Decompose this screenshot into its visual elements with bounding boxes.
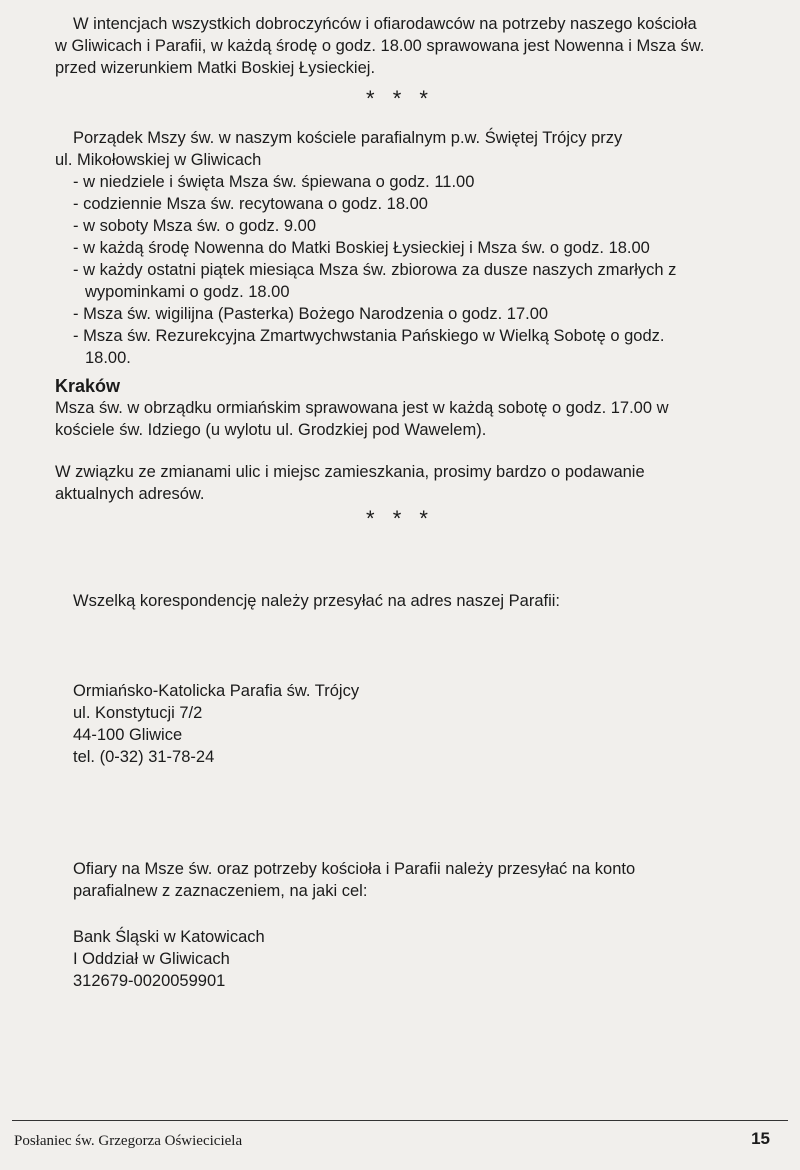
krakow-section xyxy=(0,375,800,441)
list-item: - w każdy ostatni piątek miesiąca Msza św. zbiorowa za dusze naszych zmarłych z xyxy=(73,261,677,279)
intro-line-3: przed wizerunkiem Matki Boskiej Łysieckiej. xyxy=(55,59,376,77)
list-item: - w każdą środę Nowenna do Matki Boskiej Łysieckiej i Msza św. o godz. 18.00 xyxy=(73,239,650,257)
offerings-note xyxy=(0,858,800,902)
list-item: wypominkami o godz. 18.00 xyxy=(85,283,290,301)
list-item: - Msza św. Rezurekcyjna Zmartwychwstania Pańskiego w Wielką Sobotę o godz. xyxy=(73,327,665,345)
correspondence-text: Wszelką korespondencję należy przesyłać na adres naszej Parafii: xyxy=(73,592,560,610)
intro-line-2: w Gliwicach i Parafii, w każdą środę o godz. 18.00 sprawowana jest Nowenna i Msza św. xyxy=(55,37,705,55)
bank-account: 312679-0020059901 xyxy=(73,972,226,990)
parish-address xyxy=(0,680,800,768)
intro-line-1: W intencjach wszystkich dobroczyńców i ofiarodawców na potrzeby naszego kościoła xyxy=(73,15,697,33)
address-note-line-2: aktualnych adresów. xyxy=(55,485,205,503)
page-number: 15 xyxy=(751,1129,770,1148)
offerings-line-2: parafialnew z zaznaczeniem, na jaki cel: xyxy=(73,882,368,900)
address-phone: tel. (0-32) 31-78-24 xyxy=(73,748,215,766)
bank-branch: I Oddział w Gliwicach xyxy=(73,950,230,968)
schedule-intro-line-1: Porządek Mszy św. w naszym kościele parafialnym p.w. Świętej Trójcy przy xyxy=(73,129,623,147)
schedule-intro-line-2: ul. Mikołowskiej w Gliwicach xyxy=(55,151,262,169)
list-item: - w niedziele i święta Msza św. śpiewana o godz. 11.00 xyxy=(73,173,475,191)
krakow-heading: Kraków xyxy=(55,376,121,396)
publication-title: Posłaniec św. Grzegorza Oświeciciela xyxy=(14,1133,243,1149)
schedule-list xyxy=(0,171,800,369)
list-item: 18.00. xyxy=(85,349,131,367)
mass-schedule xyxy=(0,127,800,369)
separator-stars: * * * xyxy=(366,506,434,531)
list-item: - codziennie Msza św. recytowana o godz. 18.00 xyxy=(73,195,428,213)
bank-name: Bank Śląski w Katowicach xyxy=(73,928,265,946)
separator-1 xyxy=(0,86,800,110)
intro-paragraph xyxy=(0,13,800,79)
list-item: - w soboty Msza św. o godz. 9.00 xyxy=(73,217,317,235)
footer-divider xyxy=(12,1120,788,1121)
address-name: Ormiańsko-Katolicka Parafia św. Trójcy xyxy=(73,682,360,700)
address-street: ul. Konstytucji 7/2 xyxy=(73,704,203,722)
address-city: 44-100 Gliwice xyxy=(73,726,183,744)
address-note xyxy=(0,461,800,505)
separator-2 xyxy=(0,506,800,530)
offerings-line-1: Ofiary na Msze św. oraz potrzeby kościoła i Parafii należy przesyłać na konto xyxy=(73,860,636,878)
separator-stars: * * * xyxy=(366,86,434,111)
list-item: - Msza św. wigilijna (Pasterka) Bożego Narodzenia o godz. 17.00 xyxy=(73,305,549,323)
bank-details xyxy=(0,926,800,992)
correspondence-note xyxy=(0,590,800,612)
address-note-line-1: W związku ze zmianami ulic i miejsc zamieszkania, prosimy bardzo o podawanie xyxy=(55,463,645,481)
krakow-line-2: kościele św. Idziego (u wylotu ul. Grodzkiej pod Wawelem). xyxy=(55,421,487,439)
krakow-line-1: Msza św. w obrządku ormiańskim sprawowana jest w każdą sobotę o godz. 17.00 w xyxy=(55,399,669,417)
